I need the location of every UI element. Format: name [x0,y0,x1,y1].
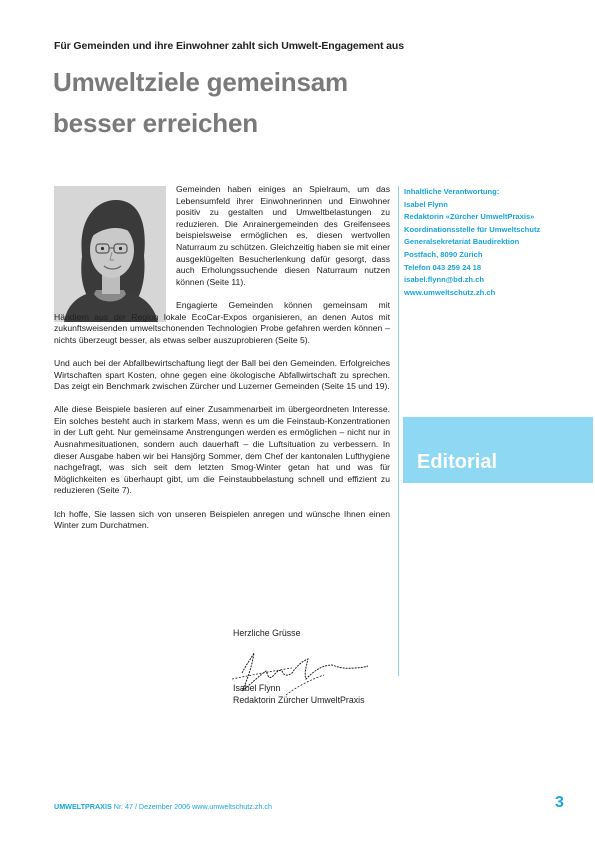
kicker-headline: Für Gemeinden und ihre Einwohner zahlt sich Umwelt-Engagement aus [54,40,404,52]
page-footer [54,802,272,811]
sidebar-website-link[interactable]: www.umweltschutz.zh.ch [404,287,496,297]
sidebar-address: Postfach, 8090 Zürich [404,249,483,259]
contact-sidebar [404,186,584,299]
paragraph-5: Ich hoffe, Sie lassen sich von unseren Beispielen anregen und wünsche Ihnen einen Winter zum Durchatmen. [54,508,390,531]
signature-role: Redaktorin Zürcher UmweltPraxis [233,695,365,705]
paragraph-1: Gemeinden haben einiges an Spielraum, um das Lebensumfeld ihrer Einwohnerinnen und Einwohner positiv zu gestalten und Umweltbelastungen zu reduzieren. Die Anrainergemeinden des Greifensees beispielsweise ermöglichen es, diesen wertvollen Naturraum zu schützen. Gleichzeitig haben sie mit einer ausgeklügelten Besucherlenkung dafür gesorgt, dass auch Erholungssuchende diesen Naturraum nutzen können (Seite 11). [176,184,390,287]
title-line-2: besser erreichen [53,108,258,138]
sidebar-department: Generalsekretariat Baudirektion [404,237,520,247]
sidebar-role: Redaktorin «Zürcher UmweltPraxis» [404,212,535,222]
page-title [53,62,348,144]
sidebar-email-link[interactable]: isabel.flynn@bd.zh.ch [404,275,484,285]
editorial-label: Editorial [417,451,498,473]
column-divider [398,186,399,676]
paragraph-2: Engagierte Gemeinden können gemeinsam mit Händlern aus der Region lokale EcoCar-Expos organisieren, an denen Autos mit zukunftsweisenden umweltschonenden Technologien Probe gefahren werden können – nichts überzeugt besser, als etwas selber auszuprobieren (Seite 5). [54,299,390,345]
paragraph-4: Alle diese Beispiele basieren auf einer Zusammenarbeit im übergeordneten Interesse. Ein solches besteht auch in starkem Mass, wenn es um die Feinstaub-Konzentrationen in der Luft geht. Nur gemeinsame Anstrengungen werden es ermöglichen – nicht nur in Ausnahmesituationen, sondern auch dauerhaft – die Luftsituation zu verbessern. In dieser Ausgabe haben wir bei Hansjörg Sommer, dem Chef der kantonalen Lufthygiene nachgefragt, was sich seit dem letzten Smog-Winter getan hat und was für Möglichkeiten es überhaupt gibt, um die Feinstaubbelastung schnell und effizient zu reduzieren (Seite 7). [54,404,390,496]
title-line-1: Umweltziele gemeinsam [53,67,348,97]
paragraph-3: Und auch bei der Abfallbewirtschaftung liegt der Ball bei den Gemeinden. Erfolgreiches Wirtschaften spart Kosten, ohne gegen eine ökologische Abfallwirtschaft zu sprechen. Das zeigt ein Benchmark zwischen Zürcher und Luzerner Gemeinden (Seite 15 und 19). [54,357,390,392]
page-number: 3 [555,794,564,811]
sidebar-name: Isabel Flynn [404,199,448,209]
closing-greeting: Herzliche Grüsse [233,628,301,638]
editorial-body [54,184,390,543]
signature-block [233,682,365,706]
sidebar-office: Koordinationsstelle für Umweltschutz [404,224,541,234]
editorial-section-box [403,417,593,483]
signature-name: Isabel Flynn [233,683,281,693]
footer-url-link[interactable]: www.umweltschutz.zh.ch [192,802,272,811]
sidebar-heading: Inhaltliche Verantwortung: [404,187,500,196]
footer-brand: UMWELTPRAXIS [54,802,112,811]
sidebar-phone: Telefon 043 259 24 18 [404,262,482,272]
footer-issue: Nr. 47 / Dezember 2006 [113,802,191,811]
